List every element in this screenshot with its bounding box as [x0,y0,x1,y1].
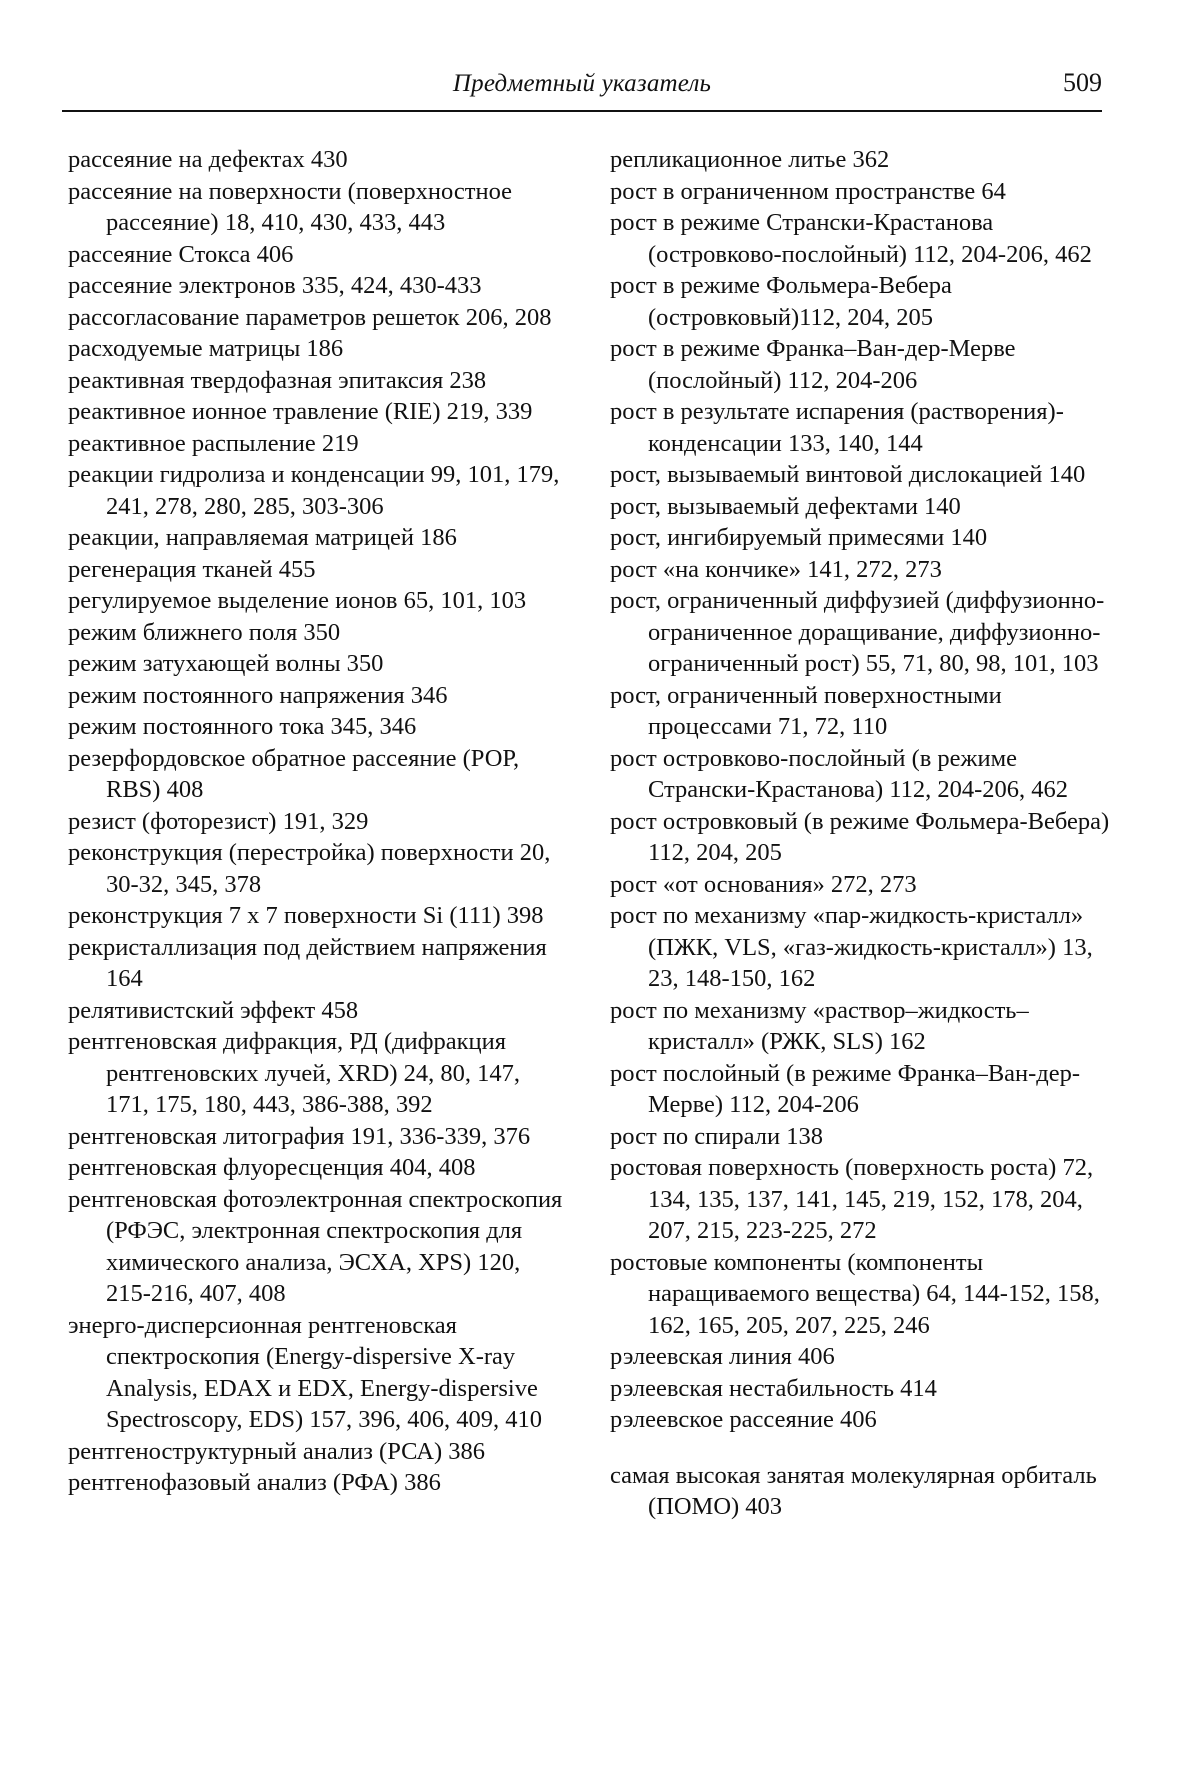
index-entry: релятивистский эффект 458 [68,996,359,1024]
index-entry: рентгеновская дифракция, РД (дифракция рентгеновских лучей, XRD) 24, 80, 147, 171, 175, 180, 443, 386-388, 392 [68,1028,521,1118]
index-entry: режим затухающей волны 350 [68,650,384,677]
running-title: Предметный указатель [452,70,712,97]
index-entry: рост по механизму «раствор–жидкость–кристалл» (РЖК, SLS) 162 [610,996,1029,1055]
index-entry: рост по спирали 138 [610,1122,823,1150]
header-rule [62,110,1102,112]
index-entry: реконструкция (перестройка) поверхности 20, 30-32, 345, 378 [68,839,551,898]
index-entry: рост в режиме Странски-Крастанова (островково-послойный) 112, 204-206, 462 [610,209,1092,268]
index-entry: режим ближнего поля 350 [68,618,341,646]
index-entry: рост островково-послойный (в режиме Странски-Крастанова) 112, 204-206, 462 [610,744,1069,803]
index-entry: рассеяние на поверхности (поверхностное рассеяние) 18, 410, 430, 433, 443 [68,177,513,236]
page-number: 509 [1063,68,1102,97]
index-entry: реактивная твердофазная эпитаксия 238 [68,366,487,394]
index-entry: ростовая поверхность (поверхность роста) 72, 134, 135, 137, 141, 145, 219, 152, 178, 204, 207, 215, 223-225, 272 [610,1154,1094,1244]
index-entry: рост, вызываемый дефектами 140 [610,492,961,520]
index-entry: расходуемые матрицы 186 [68,335,344,362]
index-entry: рэлеевская нестабильность 414 [610,1374,937,1402]
index-entry: рекристаллизация под действием напряжения 164 [68,933,547,992]
index-entry: рост в результате испарения (растворения)-конденсации 133, 140, 144 [610,398,1064,457]
index-entry: рост островковый (в режиме Фольмера-Вебера) 112, 204, 205 [610,807,1110,866]
index-entry: рост в режиме Франка–Ван-дер-Мерве (послойный) 112, 204-206 [610,335,1016,394]
index-entry: рентгеновская литография 191, 336-339, 376 [68,1122,531,1150]
index-entry: рост «на кончике» 141, 272, 273 [610,555,942,583]
index-entry: рост, ограниченный диффузией (диффузионно-ограниченное доращивание, диффузионно-ограниченный рост) 55, 71, 80, 98, 101, 103 [610,587,1105,677]
index-entry: режим постоянного тока 345, 346 [68,713,417,740]
index-entry: рост в режиме Фольмера-Вебера (островковый)112, 204, 205 [610,272,952,331]
index-entry: резист (фоторезист) 191, 329 [68,807,369,835]
index-entry: режим постоянного напряжения 346 [68,681,448,709]
index-entry: реконструкция 7 х 7 поверхности Si (111) 398 [68,902,544,929]
index-entry: рост, ограниченный поверхностными процессами 71, 72, 110 [610,681,1002,740]
index-column-right [610,144,1115,1523]
index-entry: энерго-дисперсионная рентгеновская спектроскопия (Energy-dispersive X-ray Analysis, EDAX и EDX, Energy-dispersive Spectroscopy, EDS) 157, 396, 406, 409, 410 [68,1311,542,1433]
index-column-left [68,144,568,1499]
index-entry: рассеяние на дефектах 430 [68,146,348,173]
index-entry: реактивное ионное травление (RIE) 219, 339 [68,398,533,425]
index-entry: рассеяние электронов 335, 424, 430-433 [68,272,482,299]
index-entry: рост, вызываемый винтовой дислокацией 140 [610,461,1086,488]
index-entry: рентгеновская флуоресценция 404, 408 [68,1154,476,1181]
index-entry: репликационное литье 362 [610,146,890,173]
page-header [62,64,1102,112]
index-entry: ростовые компоненты (компоненты наращиваемого вещества) 64, 144-152, 158, 162, 165, 205, 207, 225, 246 [610,1248,1100,1339]
index-entry: регенерация тканей 455 [68,555,316,583]
index-entry: резерфордовское обратное рассеяние (РОР, RBS) 408 [68,744,520,803]
index-entry: рентгеноструктурный анализ (РСА) 386 [68,1437,485,1465]
index-entry: рост по механизму «пар-жидкость-кристалл» (ПЖК, VLS, «газ-жидкость-кристалл») 13, 23, 148-150, 162 [610,902,1093,992]
index-entry: реакции гидролиза и конденсации 99, 101, 179, 241, 278, 280, 285, 303-306 [68,461,560,520]
index-entry: рентгенофазовый анализ (РФА) 386 [68,1469,441,1496]
index-entry: рост «от основания» 272, 273 [610,870,917,898]
index-entry: рэлеевское рассеяние 406 [610,1406,877,1433]
index-entry: реактивное распыление 219 [68,429,359,457]
index-entry: реакции, направляемая матрицей 186 [68,524,457,551]
index-entry: рост послойный (в режиме Франка–Ван-дер-Мерве) 112, 204-206 [610,1059,1081,1118]
index-entry: рентгеновская фотоэлектронная спектроскопия (РФЭС, электронная спектроскопия для химического анализа, ЭСХА, XPS) 120, 215-216, 407, 408 [68,1185,563,1307]
index-entry: регулируемое выделение ионов 65, 101, 103 [68,587,527,614]
index-entry: рост в ограниченном пространстве 64 [610,177,1006,205]
index-entry: рэлеевская линия 406 [610,1343,835,1370]
index-entry: рассеяние Стокса 406 [68,240,294,268]
index-entry: рассогласование параметров решеток 206, 208 [68,303,552,331]
index-entry: самая высокая занятая молекулярная орбиталь (ПОМО) 403 [610,1461,1097,1520]
index-entry: рост, ингибируемый примесями 140 [610,524,988,551]
